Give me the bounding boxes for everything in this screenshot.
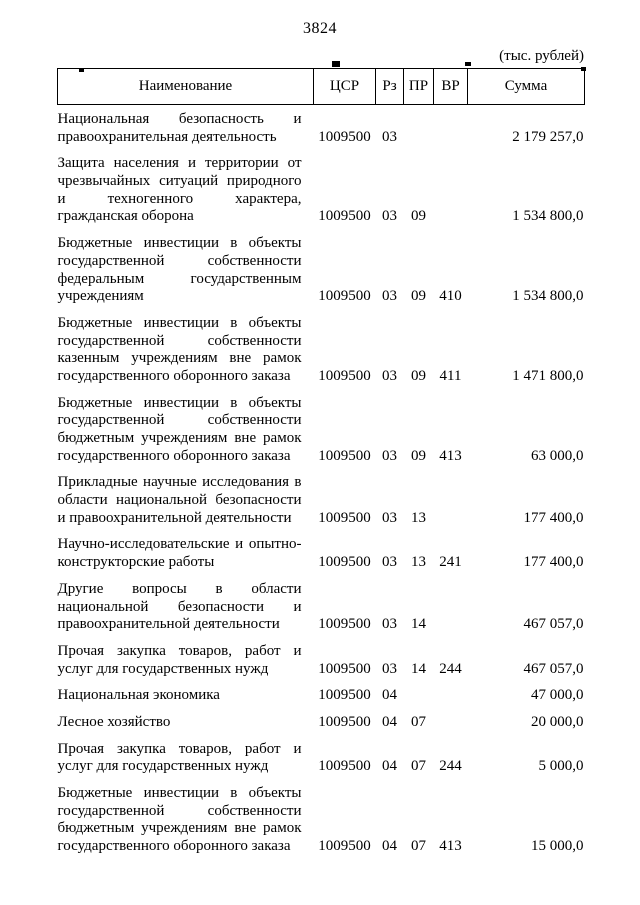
header-vr: ВР bbox=[434, 69, 468, 105]
cell-csr: 1009500 bbox=[318, 554, 371, 571]
cell-vr bbox=[434, 149, 468, 229]
cell-rz: 04 bbox=[382, 838, 397, 855]
cell-csr: 1009500 bbox=[318, 713, 371, 730]
cell-sum: 1 534 800,0 bbox=[512, 208, 584, 225]
cell-name: Защита населения и территории от чрезвычайных ситуаций природного и техногенного характера, гражданская оборона bbox=[57, 155, 302, 225]
cell-pr: 07 bbox=[411, 758, 426, 775]
table-row bbox=[58, 575, 585, 637]
cell-pr: 07 bbox=[411, 713, 426, 730]
cell-rz: 03 bbox=[382, 447, 397, 464]
header-pr: ПР bbox=[404, 69, 434, 105]
cell-name: Прочая закупка товаров, работ и услуг для государственных нужд bbox=[57, 740, 302, 775]
cell-csr: 1009500 bbox=[318, 660, 371, 677]
cell-rz: 03 bbox=[382, 616, 397, 633]
cell-vr: 413 bbox=[439, 447, 462, 464]
cell-name: Бюджетные инвестиции в объекты государственной собственности бюджетным учреждениям вне рамок государственного оборонного заказа bbox=[57, 785, 302, 855]
table-row bbox=[58, 309, 585, 389]
table-row bbox=[58, 779, 585, 859]
cell-rz: 03 bbox=[382, 208, 397, 225]
cell-csr: 1009500 bbox=[318, 367, 371, 384]
cell-rz: 03 bbox=[382, 128, 397, 145]
cell-rz: 03 bbox=[382, 554, 397, 571]
cell-rz: 03 bbox=[382, 288, 397, 305]
table-row bbox=[58, 105, 585, 150]
cell-pr: 13 bbox=[411, 509, 426, 526]
cell-sum: 177 400,0 bbox=[523, 509, 584, 526]
header-rz: Рз bbox=[376, 69, 404, 105]
cell-name: Научно-исследовательские и опытно-конструкторские работы bbox=[57, 536, 302, 571]
cell-name: Бюджетные инвестиции в объекты государственной собственности казенным учреждениям вне рамок государственного оборонного заказа bbox=[57, 314, 302, 384]
cell-name: Бюджетные инвестиции в объекты государственной собственности федеральным государственным учреждениям bbox=[57, 235, 302, 305]
scan-artifact bbox=[332, 61, 340, 67]
page-number: 3824 bbox=[303, 20, 337, 37]
cell-csr: 1009500 bbox=[318, 288, 371, 305]
cell-sum: 5 000,0 bbox=[538, 758, 584, 775]
cell-pr: 09 bbox=[411, 288, 426, 305]
units-note: (тыс. рублей) bbox=[499, 48, 584, 64]
scan-artifact bbox=[79, 68, 84, 72]
table-row bbox=[58, 468, 585, 530]
cell-rz: 03 bbox=[382, 660, 397, 677]
table-row bbox=[58, 681, 585, 708]
header-sum: Сумма bbox=[468, 69, 585, 105]
cell-name: Лесное хозяйство bbox=[57, 713, 171, 730]
cell-sum: 2 179 257,0 bbox=[512, 128, 584, 145]
cell-sum: 63 000,0 bbox=[531, 447, 584, 464]
cell-pr: 09 bbox=[411, 208, 426, 225]
cell-vr: 244 bbox=[439, 758, 462, 775]
scan-artifact bbox=[581, 67, 586, 71]
cell-pr: 07 bbox=[411, 838, 426, 855]
cell-csr: 1009500 bbox=[318, 687, 371, 704]
cell-rz: 03 bbox=[382, 509, 397, 526]
budget-table bbox=[57, 68, 585, 859]
scan-artifact bbox=[465, 62, 471, 66]
cell-pr: 13 bbox=[411, 554, 426, 571]
cell-name: Прикладные научные исследования в области национальной безопасности и правоохранительной деятельности bbox=[57, 474, 302, 526]
cell-vr bbox=[434, 708, 468, 735]
cell-csr: 1009500 bbox=[318, 509, 371, 526]
cell-vr: 241 bbox=[439, 554, 462, 571]
table-row bbox=[58, 149, 585, 229]
table-header-row bbox=[58, 69, 585, 105]
cell-csr: 1009500 bbox=[318, 838, 371, 855]
cell-name: Национальная экономика bbox=[57, 687, 220, 704]
header-csr: ЦСР bbox=[314, 69, 376, 105]
cell-sum: 467 057,0 bbox=[523, 616, 584, 633]
table-row bbox=[58, 637, 585, 681]
cell-pr bbox=[404, 105, 434, 150]
cell-rz: 04 bbox=[382, 687, 397, 704]
cell-vr: 413 bbox=[439, 838, 462, 855]
cell-vr bbox=[434, 575, 468, 637]
table-row bbox=[58, 708, 585, 735]
cell-csr: 1009500 bbox=[318, 758, 371, 775]
cell-csr: 1009500 bbox=[318, 616, 371, 633]
cell-vr bbox=[434, 105, 468, 150]
cell-pr: 09 bbox=[411, 447, 426, 464]
table-row bbox=[58, 735, 585, 779]
cell-sum: 467 057,0 bbox=[523, 660, 584, 677]
cell-csr: 1009500 bbox=[318, 128, 371, 145]
cell-pr: 14 bbox=[411, 616, 426, 633]
cell-name: Бюджетные инвестиции в объекты государственной собственности бюджетным учреждениям вне рамок государственного оборонного заказа bbox=[57, 394, 302, 464]
cell-csr: 1009500 bbox=[318, 208, 371, 225]
cell-rz: 04 bbox=[382, 713, 397, 730]
cell-vr bbox=[434, 468, 468, 530]
cell-sum: 20 000,0 bbox=[531, 713, 584, 730]
cell-rz: 03 bbox=[382, 367, 397, 384]
table-row bbox=[58, 389, 585, 469]
cell-sum: 47 000,0 bbox=[531, 687, 584, 704]
table-row bbox=[58, 229, 585, 309]
cell-sum: 15 000,0 bbox=[531, 838, 584, 855]
cell-vr: 411 bbox=[439, 367, 462, 384]
cell-vr: 244 bbox=[439, 660, 462, 677]
cell-sum: 1 534 800,0 bbox=[512, 288, 584, 305]
cell-sum: 177 400,0 bbox=[523, 554, 584, 571]
cell-name: Национальная безопасность и правоохранительная деятельность bbox=[57, 111, 302, 145]
cell-pr bbox=[404, 681, 434, 708]
header-name: Наименование bbox=[58, 69, 314, 105]
cell-name: Другие вопросы в области национальной безопасности и правоохранительной деятельности bbox=[57, 580, 302, 633]
cell-pr: 14 bbox=[411, 660, 426, 677]
cell-rz: 04 bbox=[382, 758, 397, 775]
cell-pr: 09 bbox=[411, 367, 426, 384]
cell-name: Прочая закупка товаров, работ и услуг для государственных нужд bbox=[57, 642, 302, 677]
table-row bbox=[58, 530, 585, 574]
cell-csr: 1009500 bbox=[318, 447, 371, 464]
cell-vr bbox=[434, 681, 468, 708]
cell-vr: 410 bbox=[439, 288, 462, 305]
cell-sum: 1 471 800,0 bbox=[512, 367, 584, 384]
